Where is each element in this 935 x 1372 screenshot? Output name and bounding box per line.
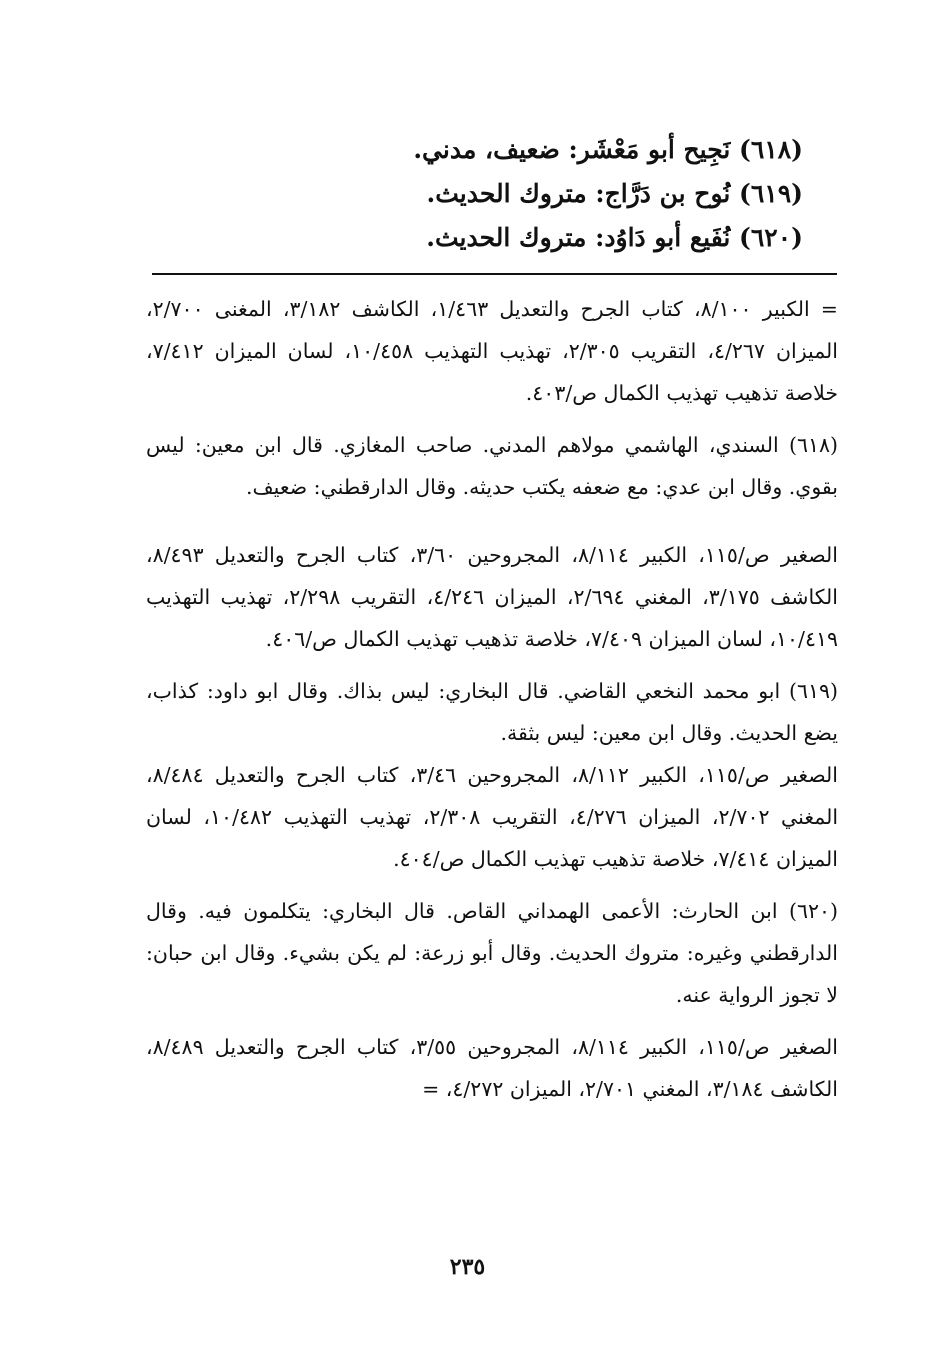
entry-620: (٦٢٠) نُفَيع أبو دَاوُد: متروك الحديث. xyxy=(426,223,803,252)
footnote-619-sources: الصغير ص/١١٥، الكبير ٨/١١٢، المجروحين ٣/٤٦، كتاب الجرح والتعديل ٨/٤٨٤، المغني ٢/٧٠٢، الميزان ٤/٢٧٦، التقريب ٢/٣٠٨، تهذيب التهذيب ١٠/٤٨٢، لسان الميزان ٧/٤١٤، خلاصة تذهيب تهذيب الكمال ص/٤٠٤. xyxy=(146,763,839,871)
entry-619: (٦١٩) نُوح بن دَرَّاج: متروك الحديث. xyxy=(426,179,803,208)
page-number: ٢٣٥ xyxy=(449,1254,486,1280)
entry-618: (٦١٨) نَجِيح أبو مَعْشَر: ضعيف، مدني. xyxy=(413,135,803,164)
footnote-618-bio: (٦١٨) السندي، الهاشمي مولاهم المدني. صاحب المغازي. قال ابن معين: ليس بقوي. وقال ابن عدي: مع ضعفه يكتب حديثه. وقال الدارقطني: ضعيف. xyxy=(146,433,838,499)
footnote-separator xyxy=(152,273,837,275)
footnote-618-sources: الصغير ص/١١٥، الكبير ٨/١١٤، المجروحين ٣/٦٠، كتاب الجرح والتعديل ٨/٤٩٣، الكاشف ٣/١٧٥، المغني ٢/٦٩٤، الميزان ٤/٢٤٦، التقريب ٢/٢٩٨، تهذيب التهذيب ١٠/٤١٩، لسان الميزان ٧/٤٠٩، خلاصة تذهيب تهذيب الكمال ص/٤٠٦. xyxy=(146,543,838,651)
footnote-620-bio: (٦٢٠) ابن الحارث: الأعمى الهمداني القاص. قال البخاري: يتكلمون فيه. وقال الدارقطني وغيره: متروك الحديث. وقال أبو زرعة: لم يكن بشيء. وقال ابن حبان: لا تجوز الرواية عنه. xyxy=(146,899,838,1007)
footnote-620-sources: الصغير ص/١١٥، الكبير ٨/١١٤، المجروحين ٣/٥٥، كتاب الجرح والتعديل ٨/٤٨٩، الكاشف ٣/١٨٤، المغني ٢/٧٠١، الميزان ٤/٢٧٢، = xyxy=(146,1035,838,1101)
footnote-continued-sources: = الكبير ٨/١٠٠، كتاب الجرح والتعديل ١/٤٦٣، الكاشف ٣/١٨٢، المغنى ٢/٧٠٠، الميزان ٤/٢٦٧، التقريب ٢/٣٠٥، تهذيب التهذيب ١٠/٤٥٨، لسان الميزان ٧/٤١٢، خلاصة تذهيب تهذيب الكمال ص/٤٠٣. xyxy=(146,297,838,405)
entries-list xyxy=(243,128,803,260)
footnotes xyxy=(146,288,838,1110)
footnote-619-bio: (٦١٩) ابو محمد النخعي القاضي. قال البخاري: ليس بذاك. وقال ابو داود: كذاب، يضع الحديث. وقال ابن معين: ليس بثقة. xyxy=(146,679,838,745)
